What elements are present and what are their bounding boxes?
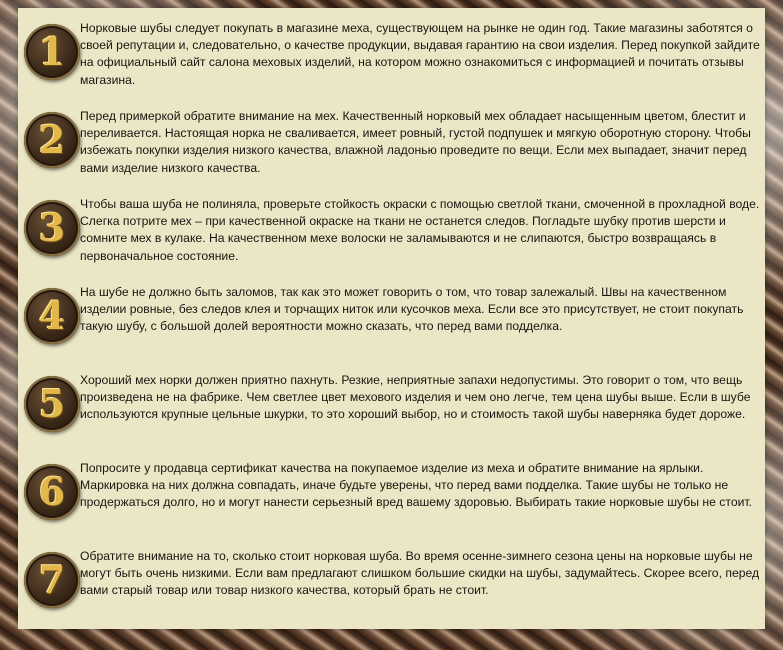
tip-text-2: Перед примеркой обратите внимание на мех. Качественный норковый мех обладает насыщенным цветом, блестит и переливается. Настоящая норка не сваливается, имеет ровный, густой подпушек и мягкую оборотную сторону. Чтобы избежать покупки изделия низкого качества, влажной ладонью проведите по вещи. Если мех выпадает, значит перед вами изделие низкого качества. — [80, 109, 751, 175]
tip-text-3: Чтобы ваша шуба не полиняла, проверьте стойкость окраски с помощью светлой ткани, смоченной в прохладной воде. Слегка потрите мех – при качественной окраске на ткани не останется следов. Погладьте шубку против шерсти и сомните мех в кулаке. На качественном мехе волоски не заламываются и не слипаются, быстро возвращаясь в первоначальное состояние. — [80, 197, 760, 263]
number-badge-2 — [24, 112, 80, 168]
tips-panel — [18, 8, 765, 629]
number-badge-label: 5 — [38, 381, 66, 426]
tip-item-7 — [18, 548, 765, 636]
tip-text-5: Хороший мех норки должен приятно пахнуть. Резкие, неприятные запахи недопустимы. Это говорит о том, что вещь произведена не на фабрике. Чем светлее цвет мехового изделия и чем оно легче, тем цена шубы выше. Если в шубе используются крупные цельные шкурки, то это хороший выбор, но и стоимость такой шубы наверняка будет дороже. — [80, 373, 751, 422]
number-badge-label: 6 — [38, 469, 66, 514]
number-badge-label: 3 — [38, 205, 66, 250]
tip-text-6: Попросите у продавца сертификат качества на покупаемое изделие из меха и обратите внимание на ярлыки. Маркировка на них должна совпадать, иначе будьте уверены, что перед вами подделка. Такие шубы не только не продержаться долго, но и могут нанести серьезный вред вашему здоровью. Выбирать такие норковые шубы не стоит. — [80, 461, 753, 510]
number-badge-label: 4 — [38, 293, 66, 338]
number-badge-4 — [24, 288, 80, 344]
tip-text-4: На шубе не должно быть заломов, так как это может говорить о том, что товар залежалый. Швы на качественном изделии ровные, без следов клея и торчащих ниток или кусочков меха. Если все это присутствует, не стоит покупать такую шубу, с большой долей вероятности можно сказать, что перед вами подделка. — [80, 285, 744, 334]
number-badge-6 — [24, 464, 80, 520]
tip-text-1: Норковые шубы следует покупать в магазине меха, существующем на рынке не один год. Такие магазины заботятся о своей репутации и, следовательно, о качестве продукции, выдавая гарантию на свои изделия. Перед покупкой зайдите на официальный сайт салона меховых изделий, на котором можно ознакомиться с информацией и почитать отзывы магазина. — [80, 21, 760, 87]
number-badge-5 — [24, 376, 80, 432]
tip-text-7: Обратите внимание на то, сколько стоит норковая шуба. Во время осенне-зимнего сезона цены на норковые шубы не могут быть очень низкими. Если вам предлагают слишком большие скидки на шубы, задумайтесь. Скорее всего, перед вами старый товар или товар низкого качества, который брать не стоит. — [80, 549, 760, 598]
tip-item-3 — [18, 196, 765, 284]
number-badge-7 — [24, 552, 80, 608]
tip-item-1 — [18, 20, 765, 108]
number-badge-label: 7 — [38, 557, 66, 602]
number-badge-3 — [24, 200, 80, 256]
tip-item-6 — [18, 460, 765, 548]
number-badge-label: 2 — [38, 117, 66, 162]
number-badge-1 — [24, 24, 80, 80]
number-badge-label: 1 — [38, 29, 66, 74]
tip-item-2 — [18, 108, 765, 196]
tip-item-4 — [18, 284, 765, 372]
tip-item-5 — [18, 372, 765, 460]
